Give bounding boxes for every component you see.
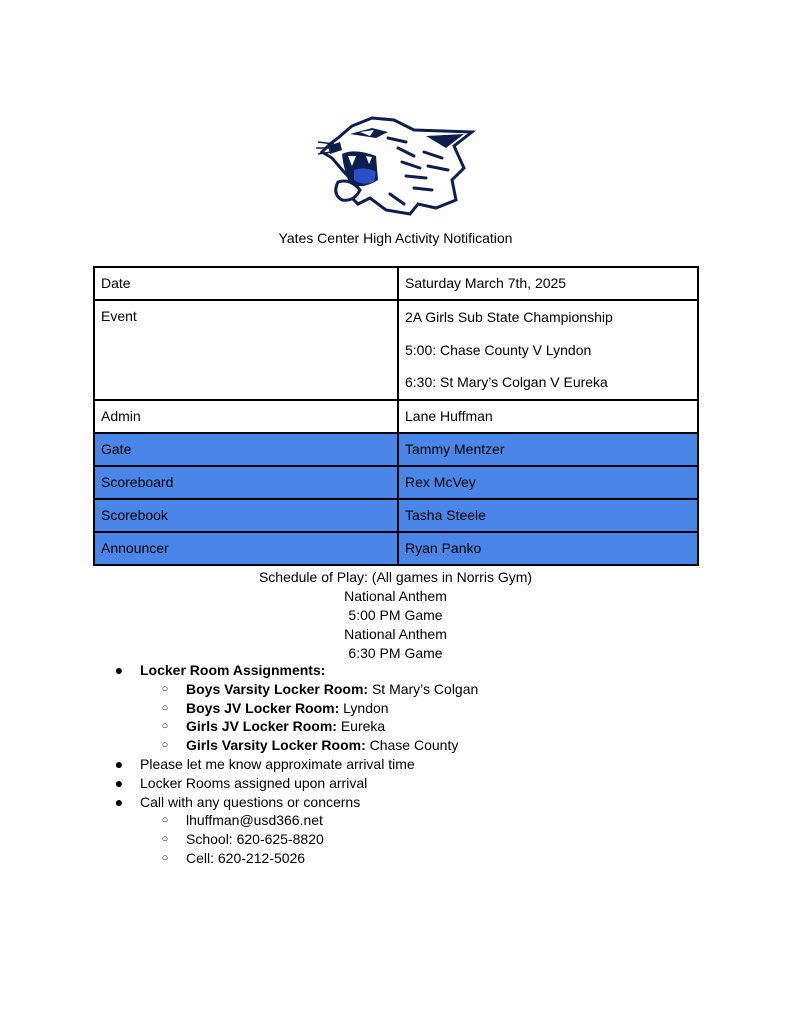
contact-list (140, 811, 478, 867)
schedule-item: National Anthem (344, 588, 447, 604)
table-row-date (94, 267, 698, 300)
hollow-bullet-icon: ○ (161, 851, 169, 864)
row-label: Scoreboard (94, 466, 398, 499)
row-label: Admin (94, 400, 398, 433)
row-label: Event (94, 300, 398, 400)
table-row-gate (94, 433, 698, 466)
hollow-bullet-icon: ○ (161, 701, 169, 714)
document-title: Yates Center High Activity Notification (278, 230, 513, 246)
list-item (140, 830, 478, 849)
list-item (140, 736, 478, 755)
note-text: Please let me know approximate arrival time (140, 755, 415, 772)
row-label: Gate (94, 433, 398, 466)
notes-list (0, 661, 478, 868)
list-item (140, 811, 478, 830)
table-row-scorebook (94, 499, 698, 532)
schedule-heading: Schedule of Play: (All games in Norris Gym) (258, 569, 533, 585)
hollow-bullet-icon: ○ (161, 720, 169, 733)
locker-room-name: Boys JV Locker Room: (186, 699, 340, 716)
row-value: Tasha Steele (398, 499, 698, 532)
table-row-event (94, 300, 698, 400)
event-game-2: 6:30: St Mary’s Colgan V Eureka (405, 374, 608, 390)
table-row-scoreboard (94, 466, 698, 499)
list-item (140, 699, 478, 718)
hollow-bullet-icon: ○ (161, 682, 169, 695)
list-item-assigned (0, 774, 478, 793)
event-game-1: 5:00: Chase County V Lyndon (405, 341, 592, 358)
activity-info-table (93, 266, 699, 566)
row-value: Ryan Panko (398, 532, 698, 565)
locker-team: St Mary’s Colgan (368, 680, 479, 697)
contact-cell-phone: Cell: 620-212-5026 (186, 849, 306, 866)
hollow-bullet-icon: ○ (161, 814, 169, 827)
event-title: 2A Girls Sub State Championship (405, 309, 613, 325)
note-text: Locker Rooms assigned upon arrival (140, 774, 368, 791)
hollow-bullet-icon: ○ (161, 739, 169, 752)
row-value: Rex McVey (398, 466, 698, 499)
contact-heading: Call with any questions or concerns (140, 793, 361, 810)
row-value-event (398, 300, 698, 400)
locker-team: Chase County (365, 737, 459, 754)
list-item-locker-rooms (0, 661, 478, 755)
wildcat-logo (314, 108, 476, 216)
locker-room-name: Boys Varsity Locker Room: (186, 680, 369, 697)
bullet-icon: ● (114, 774, 124, 791)
bullet-icon: ● (114, 755, 124, 772)
list-item (140, 680, 478, 699)
contact-email: lhuffman@usd366.net (186, 812, 323, 829)
schedule-item: 5:00 PM Game (348, 607, 443, 623)
contact-school-phone: School: 620-625-8820 (186, 831, 324, 848)
table-row-announcer (94, 532, 698, 565)
row-label: Scorebook (94, 499, 398, 532)
list-item (140, 849, 478, 868)
row-label: Date (94, 267, 398, 300)
list-item-arrival (0, 755, 478, 774)
locker-team: Lyndon (339, 699, 389, 716)
locker-room-name: Girls JV Locker Room: (186, 718, 337, 735)
row-label: Announcer (94, 532, 398, 565)
row-value: Saturday March 7th, 2025 (398, 267, 698, 300)
schedule-item: National Anthem (344, 626, 447, 642)
locker-heading: Locker Room Assignments: (140, 662, 326, 678)
list-item (140, 717, 478, 736)
wildcat-mascot-icon (314, 108, 476, 216)
bullet-icon: ● (114, 793, 124, 810)
row-value: Lane Huffman (398, 400, 698, 433)
schedule-item: 6:30 PM Game (348, 645, 443, 661)
locker-team: Eureka (336, 718, 386, 735)
table-row-admin (94, 400, 698, 433)
bullet-icon: ● (114, 662, 124, 678)
hollow-bullet-icon: ○ (161, 833, 169, 846)
locker-room-name: Girls Varsity Locker Room: (186, 737, 366, 754)
schedule-of-play (0, 568, 791, 663)
locker-list (140, 680, 478, 755)
list-item-contact (0, 793, 478, 868)
row-value: Tammy Mentzer (398, 433, 698, 466)
